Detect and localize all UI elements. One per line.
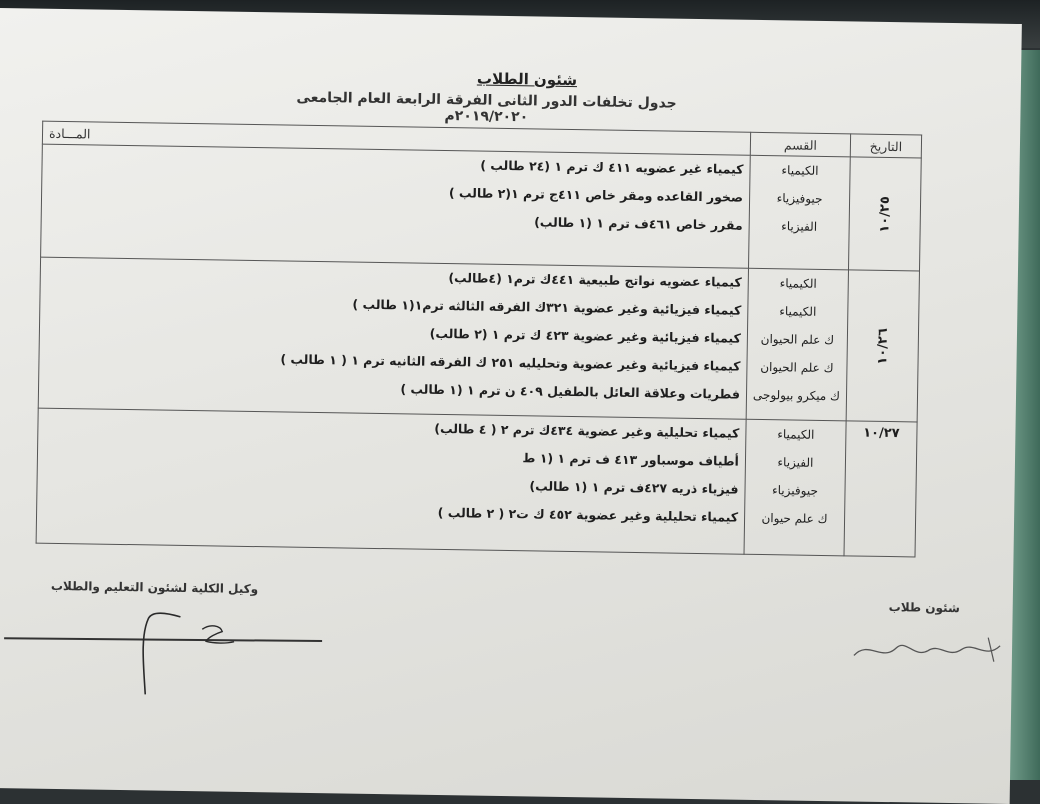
date-label: ١٠/٢٥ — [877, 195, 893, 233]
date-column-header: التاريخ — [850, 134, 921, 158]
department-label: الكيمياء — [779, 276, 817, 291]
subject-label: كيمياء فيزيائية وغير عضوية وتحليليه ٢٥١ ك الفرقه الثانيه ترم ١ ( ١ طالب ) — [280, 351, 741, 374]
date-cell — [848, 157, 921, 271]
subject-label: كيمياء فيزيائية وغير عضوية ٣٢١ك الفرقه الثالثه ترم١(١ طالب ) — [352, 296, 742, 318]
document-paper — [0, 8, 1022, 804]
department-label: جيوفيزياء — [776, 191, 823, 206]
department-label: ك علم حيوان — [761, 511, 828, 527]
subject-cell — [36, 408, 746, 554]
subject-label: كيمياء غير عضويه ٤١١ ك ترم ١ (٢٤ طالب ) — [480, 157, 744, 177]
department-label: الكيمياء — [777, 427, 815, 442]
subject-label: مقرر خاص ٤٦١ف ترم ١ (١ طالب) — [534, 214, 743, 233]
date-label: ١٠/٢٧ — [863, 425, 900, 442]
student-affairs-title: شئون طلاب — [888, 600, 960, 616]
subject-label: أطياف موسباور ٤١٣ ف ترم ١ (١ ط — [522, 450, 740, 469]
handwritten-signature — [109, 606, 240, 700]
department-cell — [748, 155, 850, 270]
vice-dean-title: وكيل الكلية لشئون التعليم والطلاب — [50, 578, 259, 597]
department-label: الكيمياء — [781, 163, 819, 178]
date-cell — [844, 421, 917, 557]
schedule-table — [36, 121, 923, 558]
department-column-header: القسم — [750, 132, 850, 157]
subject-label: كيمياء تحليلية وغير عضوية ٤٥٢ ك ت٢ ( ٢ طالب ) — [437, 504, 739, 525]
subject-label: كيمياء عضويه نواتج طبيعية ٤٤١ك ترم١ (٤طالب) — [448, 270, 742, 290]
date-label: ١٠/٢٦ — [875, 327, 891, 365]
subject-column-header: المـــادة — [42, 121, 750, 155]
subject-cell — [41, 144, 751, 268]
subject-cell — [38, 257, 748, 419]
date-cell — [846, 270, 919, 422]
table-row — [41, 144, 922, 271]
subject-label: كيمياء فيزيائية وغير عضوية ٤٢٣ ك ترم ١ (٢ طالب) — [429, 325, 741, 346]
department-label: ك علم الحيوان — [760, 359, 834, 376]
office-title: شئون الطلاب — [476, 69, 578, 90]
department-label: ك ميكرو بيولوجى — [752, 387, 841, 404]
department-label: جيوفيزياء — [771, 483, 819, 498]
table-row — [36, 408, 917, 557]
department-cell — [746, 268, 848, 421]
department-label: الكيمياء — [779, 304, 817, 319]
subject-label: فطريات وعلاقة العائل بالطفيل ٤٠٩ ن ترم ١ (١ طالب ) — [400, 381, 741, 402]
subject-label: فيزياء ذريه ٤٢٧ف ترم ١ (١ طالب) — [529, 478, 739, 497]
subject-label: صخور القاعده ومقر خاص ٤١١ج ترم ١(٢ طالب ) — [448, 185, 744, 205]
department-label: الفيزياء — [781, 219, 818, 234]
document-heading: جدول تخلفات الدور الثانى الفرقة الرابعة العام الجامعى ٢٠١٩/٢٠٢٠م — [296, 89, 677, 126]
table-row — [38, 257, 919, 422]
department-label: ك علم الحيوان — [760, 331, 835, 348]
department-cell — [744, 419, 846, 556]
subject-label: كيمياء تحليلية وغير عضوية ٤٣٤ك ترم ٢ ( ٤ طالب) — [434, 420, 740, 441]
department-label: الفيزياء — [777, 455, 814, 470]
handwritten-name — [848, 627, 1009, 670]
